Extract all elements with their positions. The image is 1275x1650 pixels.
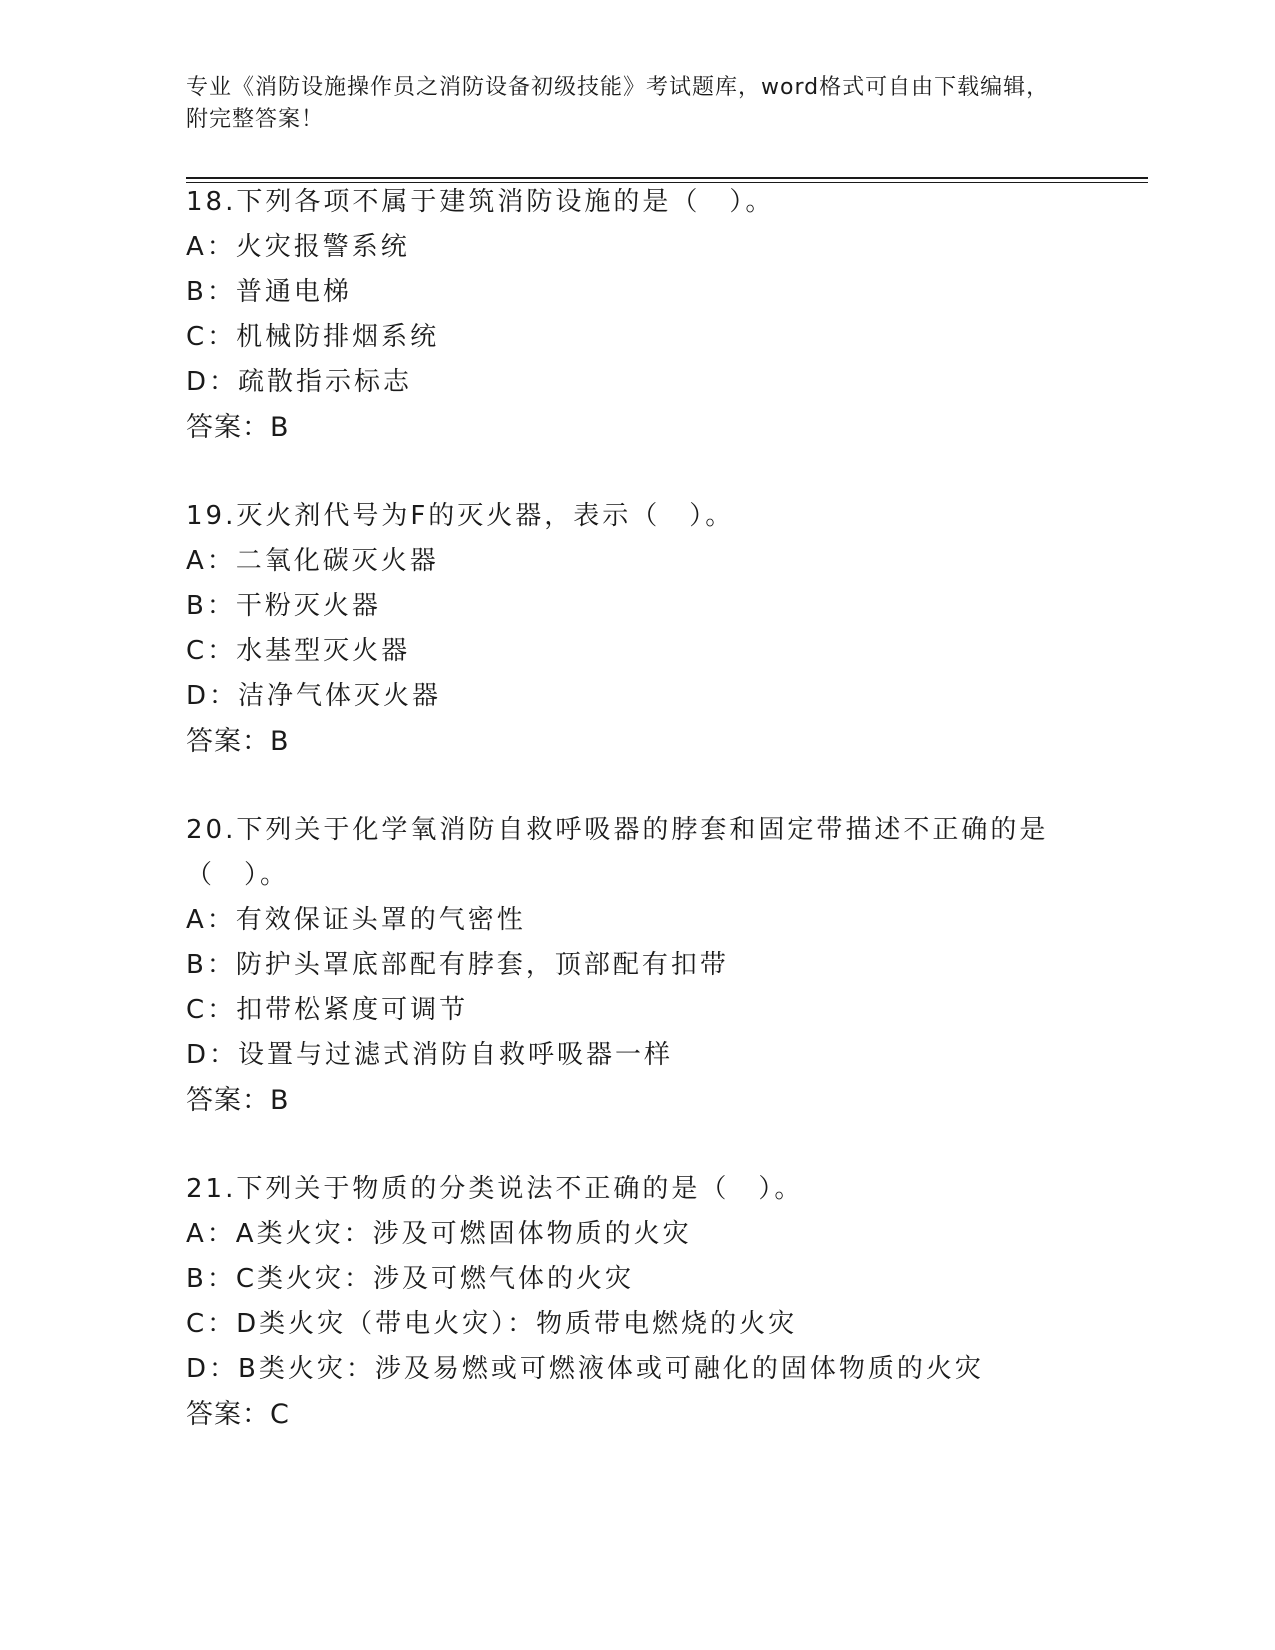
option-b: B：普通电梯 [186,277,352,307]
option-a: A：火灾报警系统 [186,232,410,262]
option-d: D：疏散指示标志 [186,367,413,397]
question-stem: 18.下列各项不属于建筑消防设施的是（ ）。 [186,187,775,217]
question-19 [186,494,1066,765]
option-b: B：防护头罩底部配有脖套，顶部配有扣带 [186,950,729,980]
option-b: B：C类火灾：涉及可燃气体的火灾 [186,1264,634,1294]
header-divider [186,177,1148,179]
option-d: D：洁净气体灭火器 [186,681,442,711]
option-c: C：扣带松紧度可调节 [186,995,469,1025]
page-header: 专业《消防设施操作员之消防设备初级技能》考试题库，word格式可自由下载编辑，附完整答案！ [186,75,1050,132]
question-18 [186,180,1066,451]
option-c: C：D类火灾（带电火灾）：物质带电燃烧的火灾 [186,1309,798,1339]
answer: 答案：B [186,726,290,757]
option-d: D：B类火灾：涉及易燃或可燃液体或可融化的固体物质的火灾 [186,1354,984,1384]
question-stem: 19.灭火剂代号为F的灭火器，表示（ ）。 [186,501,735,531]
question-20 [186,808,1066,1124]
option-c: C：机械防排烟系统 [186,322,440,352]
option-c: C：水基型灭火器 [186,636,411,666]
option-a: A：A类火灾：涉及可燃固体物质的火灾 [186,1219,692,1249]
option-b: B：干粉灭火器 [186,591,381,621]
answer: 答案：B [186,1085,290,1116]
answer: 答案：C [186,1399,290,1430]
question-21 [186,1167,1066,1438]
answer: 答案：B [186,412,290,443]
question-stem: 20.下列关于化学氧消防自救呼吸器的脖套和固定带描述不正确的是（ ）。 [186,815,1049,890]
question-stem: 21.下列关于物质的分类说法不正确的是（ ）。 [186,1174,804,1204]
option-a: A：有效保证头罩的气密性 [186,905,526,935]
option-a: A：二氧化碳灭火器 [186,546,439,576]
option-d: D：设置与过滤式消防自救呼吸器一样 [186,1040,674,1070]
